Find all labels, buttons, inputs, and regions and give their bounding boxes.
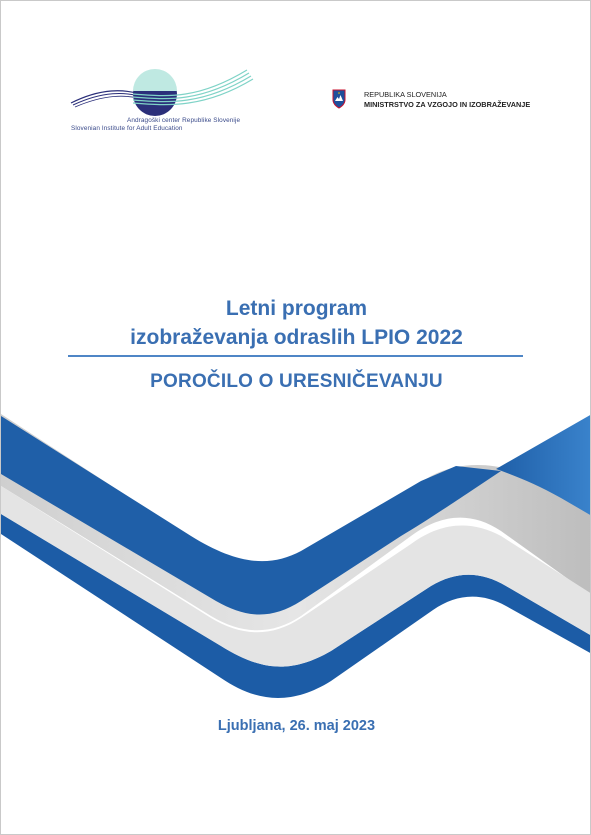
place-and-date: Ljubljana, 26. maj 2023 [217,718,376,734]
decorative-wave-band [1,396,591,706]
report-subtitle: POROČILO O URESNIČEVANJU [150,371,443,392]
ministry-logo [332,89,552,113]
title-line-1: Letni program [225,297,368,320]
slovenia-coat-of-arms-icon [332,89,346,109]
institute-name-english: Slovenian Institute for Adult Education [71,125,183,132]
ministry-name: MINISTRSTVO ZA VZGOJO IN IZOBRAŽEVANJE [364,100,531,109]
republic-name: REPUBLIKA SLOVENIJA [364,90,447,99]
title-divider [68,355,523,357]
andragoski-center-logo-icon [69,67,259,117]
andragoski-center-logo [69,67,259,139]
institute-name-slovene: Andragoški center Republike Slovenije [127,117,241,124]
title-line-2: izobraževanja odraslih LPIO 2022 [130,326,463,349]
